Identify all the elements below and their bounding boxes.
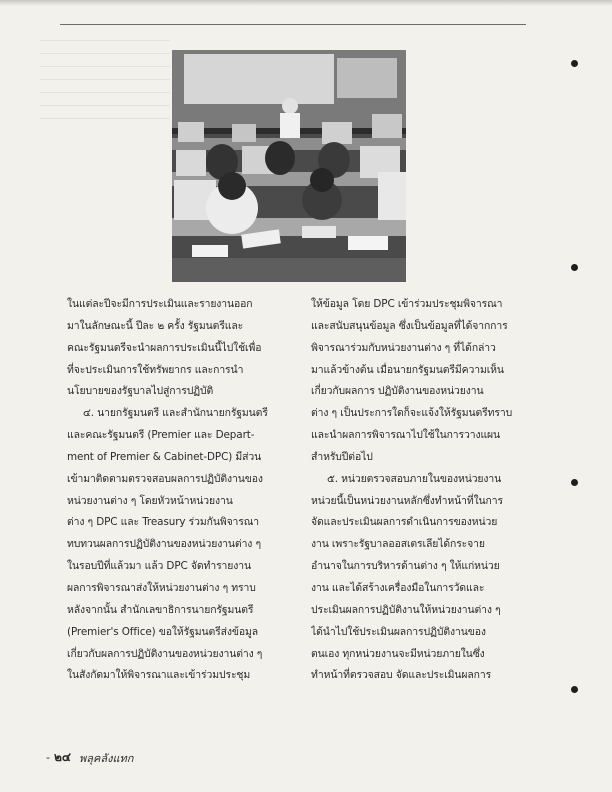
text-line: ต่าง ๆ เป็นประการใดก็จะแจ้งให้รัฐมนตรีทราบ <box>311 407 513 420</box>
show-through-text <box>40 40 170 130</box>
text-line: มาแล้วข้างต้น เมื่อนายกรัฐมนตรีมีความเห็น <box>311 363 504 376</box>
text-line: ในแต่ละปีจะมีการประเมินและรายงานออก <box>67 298 253 310</box>
text-line: นโยบายของรัฐบาลไปสู่การปฏิบัติ <box>67 385 214 398</box>
right-text-column <box>311 294 528 687</box>
text-line: ในรอบปีที่แล้วมา แล้ว DPC จัดทำรายงาน <box>67 560 251 573</box>
text-line: งาน เพราะรัฐบาลออสเตรเลียได้กระจาย <box>311 538 485 551</box>
text-line: อำนาจในการบริหารด้านต่าง ๆ ให้แก่หน่วย <box>311 560 500 573</box>
text-line: มาในลักษณะนี้ ปีละ ๒ ครั้ง รัฐมนตรีและ <box>67 319 244 332</box>
header-rule <box>60 24 526 25</box>
page-number: ๒๔ <box>53 750 71 764</box>
scan-edge <box>0 0 612 6</box>
text-line: จัดและประเมินผลการดำเนินการของหน่วย <box>311 516 498 529</box>
text-line: ให้ข้อมูล โดย DPC เข้าร่วมประชุมพิจารณา <box>311 298 503 310</box>
section-heading-line: ๕. หน่วยตรวจสอบภายในของหน่วยงาน <box>327 472 502 485</box>
text-line: ในสังกัดมาให้พิจารณาและเข้าร่วมประชุม <box>67 669 251 682</box>
journal-title: พลุคลังแทก <box>78 751 134 765</box>
binder-hole <box>571 686 578 693</box>
classroom-photo <box>172 50 406 282</box>
text-line: สำหรับปีต่อไป <box>311 450 373 463</box>
text-line: และสนับสนุนข้อมูล ซึ่งเป็นข้อมูลที่ได้จากการ <box>311 319 508 332</box>
text-line: ผลการพิจารณาส่งให้หน่วยงานต่าง ๆ ทราบ <box>67 581 256 594</box>
classroom-photo-illustration <box>172 50 406 282</box>
text-line: หน่วยงานต่าง ๆ โดยหัวหน้าหน่วยงาน <box>67 494 233 507</box>
text-line: ment of Premier & Cabinet-DPC) มีส่วน <box>67 450 262 463</box>
text-line: หน่วยนี้เป็นหน่วยงานหลักซึ่งทำหน้าที่ในการ <box>311 494 503 507</box>
text-line: และนำผลการพิจารณาไปใช้ในการวางแผน <box>311 429 501 442</box>
page-footer <box>46 748 133 767</box>
text-line: และคณะรัฐมนตรี (Premier และ Depart- <box>67 429 255 442</box>
left-text-column <box>67 294 284 687</box>
binder-hole <box>571 479 578 486</box>
text-line: ประเมินผลการปฏิบัติงานให้หน่วยงานต่าง ๆ <box>311 603 501 616</box>
text-line: งาน และได้สร้างเครื่องมือในการวัดและ <box>311 581 485 594</box>
section-heading-line: ๔. นายกรัฐมนตรี และสำนักนายกรัฐมนตรี <box>83 407 268 420</box>
text-line: เกี่ยวกับผลการ ปฏิบัติงานของหน่วยงาน <box>311 385 484 398</box>
binder-hole <box>571 60 578 67</box>
text-line: คณะรัฐมนตรีจะนำผลการประเมินนี้ไปใช้เพื่อ <box>67 341 262 354</box>
binder-hole <box>571 264 578 271</box>
text-line: ตนเอง ทุกหน่วยงานจะมีหน่วยภายในซึ่ง <box>311 647 485 660</box>
text-line: ได้นำไปใช้ประเมินผลการปฏิบัติงานของ <box>311 625 486 638</box>
footer-dash: - <box>46 751 50 764</box>
text-line: พิจารณาร่วมกับหน่วยงานต่าง ๆ ที่ได้กล่าว <box>311 341 496 354</box>
text-line: ทบทวนผลการปฏิบัติงานของหน่วยงานต่าง ๆ <box>67 538 261 551</box>
text-line: (Premier's Office) ขอให้รัฐมนตรีส่งข้อมูล <box>67 625 258 638</box>
text-line: เข้ามาติดตามตรวจสอบผลการปฏิบัติงานของ <box>67 472 263 485</box>
text-line: เกี่ยวกับผลการปฏิบัติงานของหน่วยงานต่าง ๆ <box>67 647 263 660</box>
text-line: ต่าง ๆ DPC และ Treasury ร่วมกันพิจารณา <box>67 516 260 529</box>
text-line: ที่จะประเมินการใช้ทรัพยากร และการนำ <box>67 363 244 376</box>
text-line: ทำหน้าที่ตรวจสอบ จัดและประเมินผลการ <box>311 669 492 682</box>
text-line: หลังจากนั้น สำนักเลขาธิการนายกรัฐมนตรี <box>67 603 254 616</box>
